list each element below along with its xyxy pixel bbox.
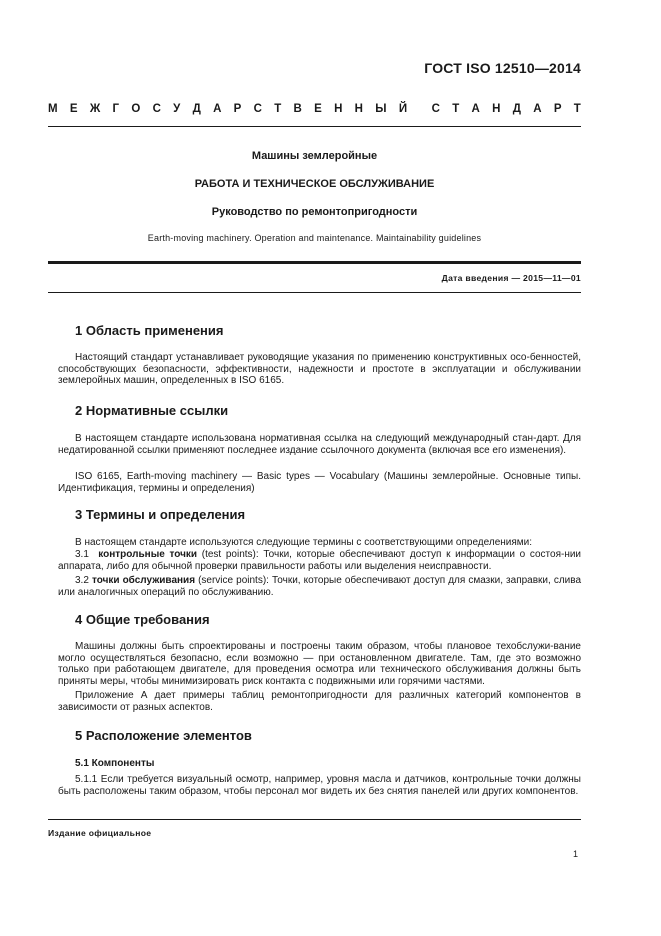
banner-letter: Д <box>192 103 201 115</box>
title-rule <box>48 261 581 264</box>
banner-letter: Р <box>553 103 562 115</box>
section-5-1-heading: 5.1 Компоненты <box>75 758 155 769</box>
banner-letter: Ж <box>89 103 101 115</box>
banner-letter: Й <box>398 103 408 115</box>
banner-letter: Е <box>314 103 322 115</box>
term-3-1-name: контрольные точки <box>98 549 198 560</box>
term-3-1-number: 3.1 <box>75 549 89 560</box>
section-3-heading: 3 Термины и определения <box>75 507 246 522</box>
banner-letter: Д <box>512 103 521 115</box>
banner-letter: А <box>471 103 480 115</box>
introduction-date: Дата введения — 2015—11—01 <box>441 273 581 283</box>
title-sub: Руководство по ремонтопригодности <box>211 206 418 218</box>
section-2-heading: 2 Нормативные ссылки <box>75 403 229 418</box>
section-1-paragraph: Настоящий стандарт устанавливает руководящие указания по применению конструктивных осо-бенностей, способствующих безопасности, эффективности, надежности и простоте в эксплуатации и обслуживании землеройных машин, определенных в ISO 6165. <box>58 352 581 386</box>
section-4-paragraph-2: Приложение А дает примеры таблиц ремонтопригодности для различных категорий компонентов в зависимости от разных аспектов. <box>58 690 581 713</box>
banner-letter: Е <box>69 103 78 115</box>
banner-letter: Р <box>233 103 242 115</box>
banner-letter: Н <box>354 103 363 115</box>
banner-letter: Н <box>334 103 343 115</box>
term-3-1-definition: (test points): Точки, которые обеспечивают доступ к информации о состоя-нии аппарата, либо для обычной проверки правильности работы или выделения неисправности. <box>58 549 582 572</box>
banner-letter: С <box>152 103 161 115</box>
title-machines: Машины землеройные <box>251 150 378 162</box>
header-rule <box>48 126 581 127</box>
banner-letter: Т <box>573 103 581 115</box>
banner-letter: У <box>173 103 181 115</box>
banner-letter: Н <box>492 103 501 115</box>
date-rule <box>48 292 581 293</box>
term-3-1 <box>58 549 581 572</box>
term-3-2-name: точки обслуживания <box>91 575 196 586</box>
banner-letter: В <box>293 103 302 115</box>
standard-code: ГОСТ ISO 12510—2014 <box>424 60 581 76</box>
banner-letter: М <box>48 103 58 115</box>
banner-letter: А <box>213 103 222 115</box>
section-4-paragraph-1: Машины должны быть спроектированы и построены таким образом, чтобы плановое техобслужи-вание могло осуществляться безопасно, если возможно — при остановленном двигателе. Там, где это возможно только при работающем двигателе, для проведения осмотра или технического обслуживания должны быть приняты меры, чтобы минимизировать риск контакта с подвижными или горячими частями. <box>58 641 581 687</box>
banner-letter: Г <box>112 103 120 115</box>
term-3-2 <box>58 575 581 598</box>
term-3-2-number: 3.2 <box>75 575 89 586</box>
title-english: Earth-moving machinery. Operation and maintenance. Maintainability guidelines <box>147 233 482 243</box>
banner-letter: Ы <box>375 103 387 115</box>
banner-letter: Т <box>452 103 460 115</box>
title-main: РАБОТА И ТЕХНИЧЕСКОЕ ОБСЛУЖИВАНИЕ <box>194 178 435 190</box>
banner-letter: О <box>131 103 141 115</box>
banner-letter: С <box>253 103 262 115</box>
section-2-paragraph-1: В настоящем стандарте использована нормативная ссылка на следующий международный стан-дарт. Для недатированной ссылки применяют последнее издание ссылочного документа (включая все его изменения). <box>58 433 581 456</box>
section-2-paragraph-2: ISO 6165, Earth-moving machinery — Basic types — Vocabulary (Машины землеройные. Основные типы. Идентификация, термины и определения) <box>58 471 581 494</box>
banner-letter: Т <box>274 103 282 115</box>
section-1-heading: 1 Область применения <box>75 323 224 338</box>
official-edition-note: Издание официальное <box>48 828 152 838</box>
section-5-heading: 5 Расположение элементов <box>75 728 252 743</box>
interstate-standard-banner <box>48 103 581 115</box>
section-5-1-1-paragraph: 5.1.1 Если требуется визуальный осмотр, например, уровня масла и датчиков, контрольные точки должны быть расположены таким образом, чтобы персонал мог видеть их без снятия панелей или других компонентов. <box>58 774 581 797</box>
footer-rule <box>48 819 581 820</box>
page-number: 1 <box>573 849 579 859</box>
section-3-paragraph: В настоящем стандарте используются следующие термины с соответствующими определениями: <box>75 537 533 548</box>
term-3-2-definition: (service points): Точки, которые обеспечивают доступ для смазки, заправки, слива или аналогичных операций по обслуживанию. <box>58 575 582 598</box>
section-4-heading: 4 Общие требования <box>75 612 210 627</box>
banner-letter: А <box>533 103 542 115</box>
banner-letter: С <box>431 103 440 115</box>
